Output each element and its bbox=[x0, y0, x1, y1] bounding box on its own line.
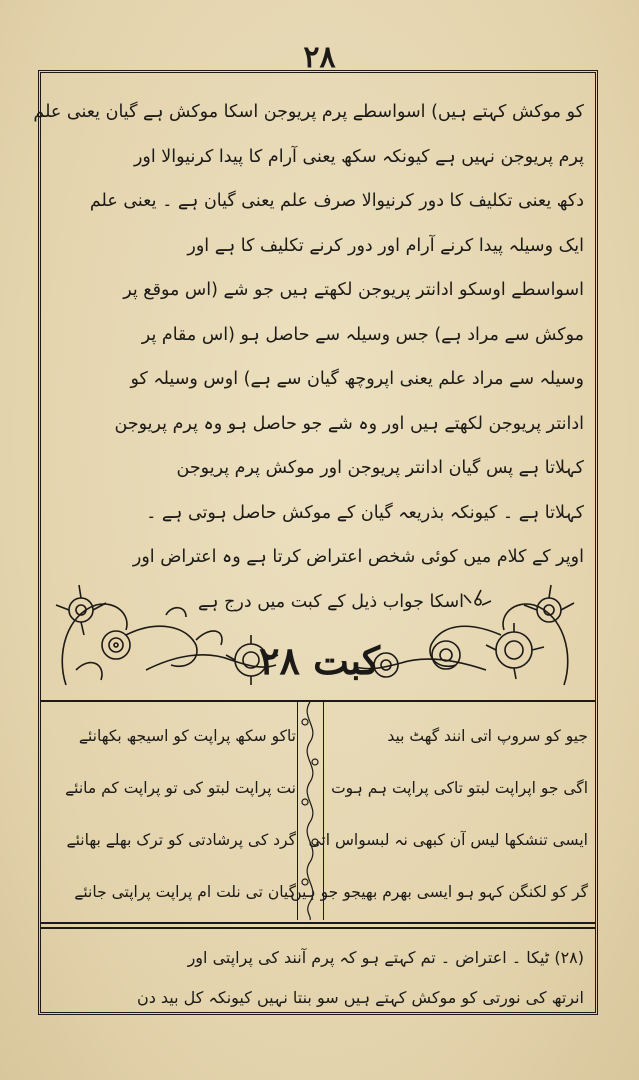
main-text-block bbox=[33, 90, 584, 624]
text-line: دکھ یعنی تکلیف کا دور کرنیوالا صرف علم یعنی گیان ہے ۔ یعنی علم bbox=[89, 191, 584, 211]
text-line: پرم پریوجن نہیں ہے کیونکہ سکھ یعنی آرام کا پیدا کرنیوالا اور bbox=[133, 146, 584, 167]
text-line: اوپر کے کلام میں کوئی شخص اعتراض کرتا ہے وہ اعتراض اور bbox=[132, 547, 584, 567]
text-line: اسواسطے اوسکو ادانتر پریوجن لکھتے ہیں جو شے (اس موقع پر bbox=[123, 280, 584, 300]
text-line: موکش سے مراد ہے) جس وسیلہ سے حاصل ہو (اس مقام پر bbox=[141, 324, 584, 345]
text-line: وسیلہ سے مراد علم یعنی اپروچھ گیان سے ہے) اوس وسیلہ کو bbox=[130, 369, 584, 389]
poem-line: گرد کی پرشادتی کو ترک بھلے بھانئے bbox=[66, 831, 296, 849]
page-number: ۲۸ bbox=[303, 40, 336, 75]
footnote-line: انرتھ کی نورتی کو موکش کہتے ہیں سو بنتا نہیں کیونکہ کل بید دن bbox=[136, 988, 584, 1007]
poem-line: نت پراپت لبتو کی تو پراپت کم مانئے bbox=[65, 779, 296, 797]
divider bbox=[40, 927, 596, 929]
poem-line: اگی جو اپراپت لبتو تاکی پراپت ہم ہوت bbox=[331, 779, 588, 797]
text-line: کہلاتا ہے ۔ کیونکہ بذریعہ گیان کے موکش حاصل ہوتی ہے ۔ bbox=[146, 502, 584, 523]
poem-line: جیو کو سروپ اتی انند گھٹ بید bbox=[387, 727, 588, 745]
footnote-block bbox=[46, 938, 584, 1018]
poem-line: ایسی تنشکھا لیس آن کبھی نہ لبسواس اتی bbox=[308, 831, 588, 849]
section-heading: کبت ۲۸ bbox=[259, 638, 380, 683]
poem-line: تاکو سکھ پراپت کو اسیجھ بکھانئے bbox=[78, 727, 296, 745]
footnote-line: (۲۸) ٹیکا ۔ اعتراض ۔ تم کہتے ہو کہ پرم آنند کی پراپتی اور bbox=[187, 948, 584, 967]
divider bbox=[40, 922, 596, 924]
text-line: کہلاتا ہے پس گیان ادانتر پریوجن اور موکش پرم پریوجن bbox=[176, 458, 584, 478]
text-line: اسکا جواب ذیل کے کبت میں درج ہے bbox=[198, 591, 464, 612]
text-line: ایک وسیلہ پیدا کرنے آرام اور دور کرنے تکلیف کا ہے اور bbox=[187, 235, 584, 256]
poem-column-left bbox=[46, 710, 296, 918]
poem-line: گر کو لکنگن کہو ہو ایسی بھرم بھیجو جو ہیں bbox=[290, 883, 588, 901]
text-line: ادانتر پریوجن لکھتے ہیں اور وہ شے جو حاصل ہو وہ پرم پریوجن bbox=[114, 413, 584, 434]
flower-icon bbox=[537, 598, 561, 622]
poem-line: گیان تی نلت ام پراپت پراپتی جانئے bbox=[74, 883, 296, 901]
poem-column-right bbox=[290, 710, 588, 918]
flower-icon bbox=[69, 598, 93, 622]
text-line: کو موکش کہتے ہیں) اسواسطے پرم پریوجن اسکا موکش ہے گیان یعنی علم bbox=[33, 102, 584, 122]
